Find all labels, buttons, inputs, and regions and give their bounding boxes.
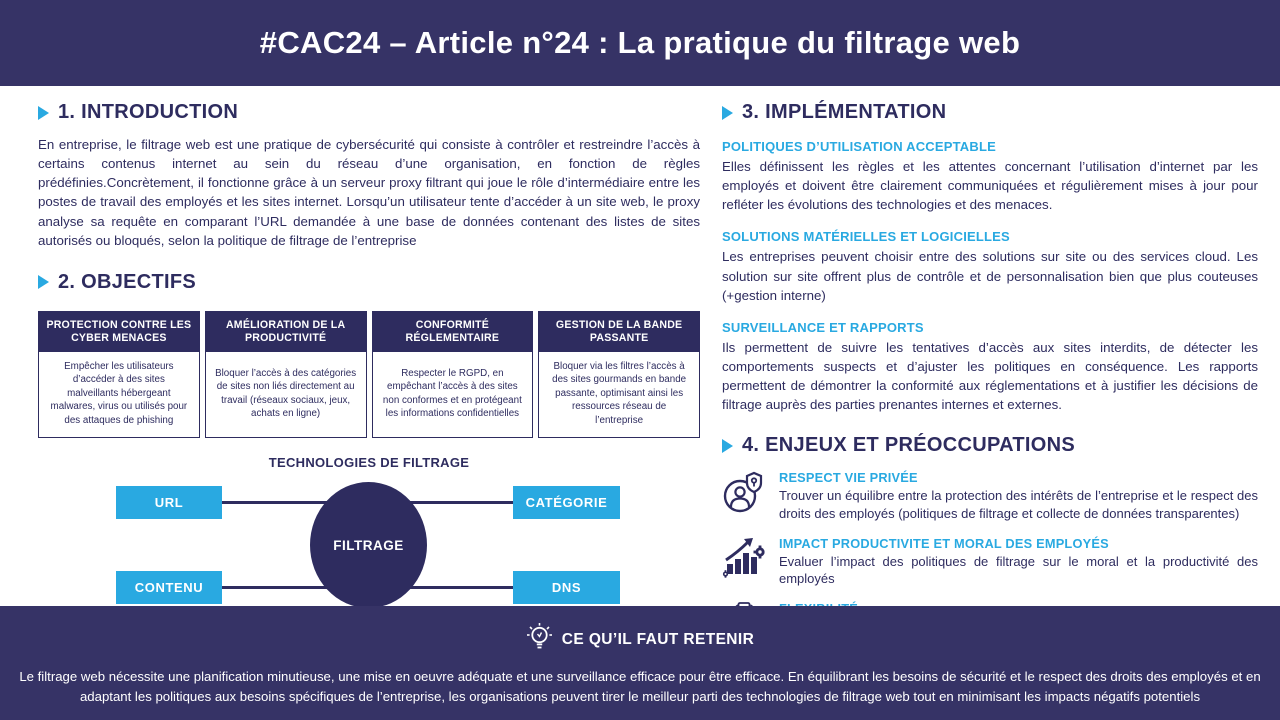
triangle-bullet-icon xyxy=(38,275,49,289)
card-title: CONFORMITÉ RÉGLEMENTAIRE xyxy=(373,312,533,352)
triangle-bullet-icon xyxy=(38,106,49,120)
section-heading-introduction xyxy=(38,101,700,124)
subsection-body: Ils permettent de suivre les tentatives d’accès aux sites interdits, de détecter les comportements suspects et d’ajuster les politiques en conséquence. Les rapports permettent de démontrer la conformité aux réglementations et à justifier les décisions de filtrage auprès des parties prenantes internes et externes. xyxy=(722,339,1258,413)
section-heading-label: 1. INTRODUCTION xyxy=(58,101,239,123)
section-heading-enjeux xyxy=(722,434,1258,457)
enjeux-item-texts xyxy=(779,536,1258,588)
lightbulb-icon xyxy=(526,622,553,658)
diagram-node-categorie: CATÉGORIE xyxy=(513,486,620,519)
productivity-icon xyxy=(722,536,766,578)
diagram-node-contenu: CONTENU xyxy=(116,571,222,604)
objective-card-cyber-menaces xyxy=(38,311,200,439)
section-heading-label: 3. IMPLÉMENTATION xyxy=(742,101,947,123)
card-title: AMÉLIORATION DE LA PRODUCTIVITÉ xyxy=(206,312,366,352)
technologies-title: TECHNOLOGIES DE FILTRAGE xyxy=(268,455,470,471)
card-body: Bloquer l’accès à des catégories de sites non liés directement au travail (réseaux sociaux, jeux, achats en ligne) xyxy=(215,367,357,420)
diagram-node-url: URL xyxy=(116,486,222,519)
footer-paragraph: Le filtrage web nécessite une planification minutieuse, une mise en oeuvre adéquate et une surveillance efficace pour être efficace. En équilibrant les besoins de sécurité et le respect des droits des employés et en adaptant les politiques aux besoins spécifiques de l’entreprise, les organisations peuvent tirer le meilleur parti des technologies de filtrage web tout en minimisant les impacts négatifs potentiels xyxy=(19,669,1261,704)
enjeux-item-title: IMPACT PRODUCTIVITE ET MORAL DES EMPLOYÉS xyxy=(779,535,1109,551)
triangle-bullet-icon xyxy=(722,106,733,120)
subsection-title: SOLUTIONS MATÉRIELLES ET LOGICIELLES xyxy=(722,229,1010,245)
objectives-cards xyxy=(38,311,700,439)
subsection-title: SURVEILLANCE ET RAPPORTS xyxy=(722,319,924,335)
footer-title: CE QU’IL FAUT RETENIR xyxy=(561,631,755,648)
filtering-technologies-diagram xyxy=(38,477,700,619)
card-body: Empêcher les utilisateurs d’accéder à des sites malveillants hébergeant malwares, virus ou utilisés pour des attaques de phishing xyxy=(50,360,188,426)
objective-card-bande-passante xyxy=(538,311,700,439)
objective-card-productivite xyxy=(205,311,367,439)
card-body: Bloquer via les filtres l’accès à des sites gourmands en bande passante, optimisant ainsi les ressources réseau de l’entreprise xyxy=(552,360,687,426)
subsection-body: Elles définissent les règles et les attentes concernant l’utilisation d’internet par les employés et doivent être clairement communiquées et régulièrement mises à jour pour refléter les évolutions des technologies et des menaces. xyxy=(722,159,1258,213)
enjeux-item-vie-privee xyxy=(722,470,1258,522)
card-title: GESTION DE LA BANDE PASSANTE xyxy=(539,312,699,352)
enjeux-item-body: Trouver un équilibre entre la protection des intérêts de l’entreprise et le respect des droits des employés (politiques de filtrage et collecte de données transparentes) xyxy=(779,488,1258,521)
header-band xyxy=(0,0,1280,86)
subsection-politiques xyxy=(722,139,1258,214)
section-heading-implementation xyxy=(722,101,1258,124)
section-heading-label: 4. ENJEUX ET PRÉOCCUPATIONS xyxy=(742,434,1075,457)
card-body: Respecter le RGPD, en empêchant l’accès à des sites non conformes et en protégeant les informations confidentielles xyxy=(382,367,522,420)
diagram-center-circle: FILTRAGE xyxy=(310,482,427,608)
section-heading-label: 2. OBJECTIFS xyxy=(58,270,197,293)
diagram-node-dns: DNS xyxy=(513,571,620,604)
left-column xyxy=(38,86,700,619)
subsection-surveillance xyxy=(722,320,1258,415)
subsection-solutions xyxy=(722,229,1258,304)
triangle-bullet-icon xyxy=(722,439,733,453)
enjeux-item-body: Evaluer l’impact des politiques de filtrage sur le moral et la productivité des employés xyxy=(779,553,1258,587)
introduction-paragraph: En entreprise, le filtrage web est une pratique de cybersécurité qui consiste à contrôler et restreindre l’accès à certains contenus internet au sein du réseau d’une organisation, en fonction de règles prédéfinies.Concrètement, il fonctionne grâce à un serveur proxy filtrant qui joue le rôle d’intermédiaire entre les postes de travail des employés et les sites internet. Lorsqu’un utilisateur tente d’accéder à un site web, le proxy analyse sa requête en comparant l’URL demandée à une base de données contenant des listes de sites autorisés ou bloqués, selon la politique de filtrage de l’entreprise xyxy=(38,137,700,248)
card-title: PROTECTION CONTRE LES CYBER MENACES xyxy=(39,312,199,352)
enjeux-item-title: RESPECT VIE PRIVÉE xyxy=(779,470,918,486)
subsection-title: POLITIQUES D’UTILISATION ACCEPTABLE xyxy=(722,139,996,154)
section-heading-objectifs xyxy=(38,271,700,294)
subsection-body: Les entreprises peuvent choisir entre des solutions sur site ou des services cloud. Les solution sur site offrent plus de contrôle et de personnalisation bien que plus couteuses (+gestion interne) xyxy=(722,249,1258,303)
enjeux-item-productivite xyxy=(722,536,1258,588)
enjeux-item-texts xyxy=(779,470,1258,522)
right-column xyxy=(722,86,1258,653)
footer-heading xyxy=(0,622,1280,658)
privacy-icon xyxy=(722,470,766,516)
page-title: #CAC24 – Article n°24 : La pratique du filtrage web xyxy=(259,25,1021,60)
footer-band xyxy=(0,606,1280,720)
objective-card-conformite xyxy=(372,311,534,439)
